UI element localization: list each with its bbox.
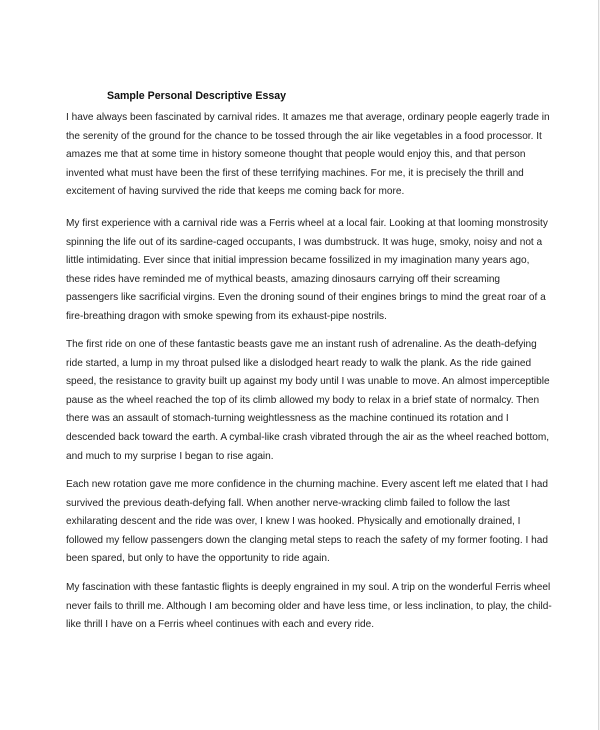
essay-paragraph-1 <box>66 109 556 202</box>
text-line: survived the previous death-defying fall. When another nerve-wracking climb failed to follow the last <box>66 497 510 509</box>
text-line: and much to my surprise I began to rise again. <box>66 450 274 462</box>
text-line: I have always been fascinated by carnival rides. It amazes me that average, ordinary people eagerly trade in <box>66 112 550 123</box>
essay-title: Sample Personal Descriptive Essay <box>107 90 287 102</box>
essay-paragraph-3 <box>66 336 556 466</box>
text-line: ride started, a lump in my throat pulsed like a dislodged heart ready to walk the plank. As the ride gained <box>66 357 532 369</box>
text-line: descended back toward the earth. A cymbal-like crash vibrated through the air as the wheel reached bottom, <box>66 431 550 443</box>
text-line: there was an assault of stomach-turning weightlessness as the machine continued its rotation and I <box>66 413 509 425</box>
text-line: excitement of having survived the ride that keeps me coming back for more. <box>66 186 405 198</box>
text-line: these rides have reminded me of mythical beasts, amazing dinosaurs carrying off their screaming <box>66 273 501 285</box>
text-line: speed, the resistance to gravity built up against my body until I was unable to move. An almost imperceptible <box>66 376 550 388</box>
text-line: My first experience with a carnival ride was a Ferris wheel at a local fair. Looking at that looming monstrosity <box>66 218 548 229</box>
text-line: spinning the life out of its sardine-caged occupants, I was dumbstruck. It was huge, smoky, noisy and not a <box>66 236 543 248</box>
text-line: The first ride on one of these fantastic beasts gave me an instant rush of adrenaline. As the death-defying <box>66 339 537 350</box>
text-line: invented what must have been the first of these terrifying machines. For me, it is precisely the thrill and <box>66 167 524 179</box>
text-line: Each new rotation gave me more confidence in the churning machine. Every ascent left me elated that I had <box>66 479 548 490</box>
text-line: amazes me that at some time in history someone thought that people would enjoy this, and that person <box>66 149 526 161</box>
text-line: My fascination with these fantastic flights is deeply engrained in my soul. A trip on the wonderful Ferris wheel <box>66 582 551 593</box>
text-line: passengers like sacrificial virgins. Even the droning sound of their engines brings to mind the great roar of a <box>66 292 546 304</box>
text-line: been spared, but only to have the opportunity to ride again. <box>66 553 330 565</box>
essay-paragraph-4 <box>66 476 556 569</box>
essay-paragraph-2 <box>66 215 556 327</box>
text-line: the serenity of the ground for the chance to be tossed through the air like vegetables in a food processor. It <box>66 130 542 142</box>
text-line: never fails to thrill me. Although I am becoming older and have less time, or less inclination, to play, the child- <box>66 600 552 612</box>
text-line: exhilarating descent and the ride was over, I knew I was hooked. Physically and emotionally drained, I <box>66 516 521 528</box>
text-line: like thrill I have on a Ferris wheel continues with each and every ride. <box>66 619 375 631</box>
text-line: followed my fellow passengers down the clanging metal steps to reach the safety of my former footing. I had <box>66 534 548 546</box>
essay-paragraph-5 <box>66 579 556 635</box>
text-line: pause as the wheel reached the top of its climb allowed my body to relax in a brief state of normalcy. Then <box>66 394 540 406</box>
text-line: little intimidating. Ever since that initial impression became fossilized in my imagination many years ago, <box>66 255 530 267</box>
text-line: fire-breathing dragon with smoke spewing from its exhaust-pipe nostrils. <box>66 310 387 322</box>
